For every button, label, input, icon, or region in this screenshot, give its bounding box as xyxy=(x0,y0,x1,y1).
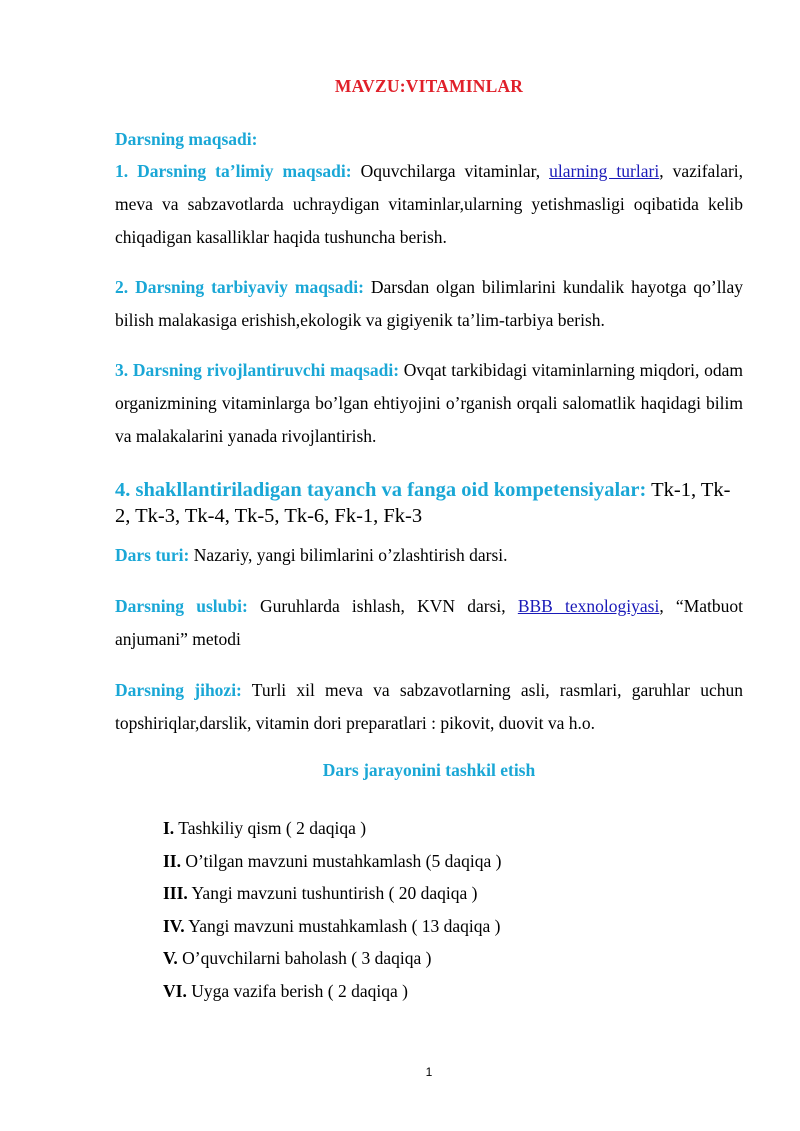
goal-upbringing: 2. Darsning tarbiyaviy maqsadi: Darsdan olgan bilimlarini kundalik hayotga qo’llay bilish malakasiga erishish,ekologik va gigiyenik ta’lim-tarbiya berish. xyxy=(115,277,744,330)
goal-educational: 1. Darsning ta’limiy maqsadi: Oquvchilarga vitaminlar, ularning turlari, vazifalari, meva va sabzavotlarda uchraydigan vitaminlar,ularning yetishmasligi oqibatida kelib chiqadigan kasalliklar haqida tushuncha berish. xyxy=(115,161,744,247)
list-item: VI. Uyga vazifa berish ( 2 daqiqa ) xyxy=(163,980,408,1001)
goal-developmental: 3. Darsning rivojlantiruvchi maqsadi: Ovqat tarkibidagi vitaminlarning miqdori, odam organizmining vitaminlarga bo’lgan ehtiyojini o’rganish orqali salomatlik haqidagi bilim va malakalarini yanada rivojlantirish. xyxy=(115,360,743,446)
page-number: 1 xyxy=(425,1065,433,1079)
list-item: V. O’quvchilarni baholash ( 3 daqiqa ) xyxy=(163,948,432,968)
lesson-method: Darsning uslubi: Guruhlarda ishlash, KVN darsi, BBB texnologiyasi, “Matbuot anjumani” metodi xyxy=(115,596,743,649)
bbb-link[interactable]: BBB texnologiyasi xyxy=(517,596,660,616)
lesson-type: Dars turi: Nazariy, yangi bilimlarini o’zlashtirish darsi. xyxy=(115,545,508,565)
lesson-method-label: Darsning uslubi: xyxy=(115,596,248,616)
list-item: IV. Yangi mavzuni mustahkamlash ( 13 daqiqa ) xyxy=(163,915,501,936)
plan-heading: Dars jarayonini tashkil etish xyxy=(322,760,536,780)
lesson-plan-list xyxy=(163,812,501,1007)
competencies-label: 4. shakllantiriladigan tayanch va fanga oid kompetensiyalar: xyxy=(115,479,647,501)
list-item: II. O’tilgan mavzuni mustahkamlash (5 daqiqa ) xyxy=(163,850,502,871)
types-link[interactable]: ularning turlari xyxy=(549,161,660,181)
competencies: 4. shakllantiriladigan tayanch va fanga oid kompetensiyalar: Tk-1, Tk-2, Tk-3, Tk-4, Tk-5, Tk-6, Fk-1, Fk-3 xyxy=(115,479,731,527)
page-title: MAVZU:VITAMINLAR xyxy=(334,76,524,96)
goal-developmental-label: 3. Darsning rivojlantiruvchi maqsadi: xyxy=(115,360,400,380)
lesson-type-label: Dars turi: xyxy=(115,545,190,565)
lesson-equipment-label: Darsning jihozi: xyxy=(115,680,242,700)
list-item: I. Tashkiliy qism ( 2 daqiqa ) xyxy=(163,818,367,838)
goal-upbringing-label: 2. Darsning tarbiyaviy maqsadi: xyxy=(115,277,364,297)
lesson-equipment: Darsning jihozi: Turli xil meva va sabzavotlarning asli, rasmlari, garuhlar uchun topshiriqlar,darslik, vitamin dori preparatlari : pikovit, duovit va h.o. xyxy=(115,680,743,733)
list-item: III. Yangi mavzuni tushuntirish ( 20 daqiqa ) xyxy=(163,883,478,903)
goals-heading: Darsning maqsadi: xyxy=(115,129,258,149)
goal-educational-label: 1. Darsning ta’limiy maqsadi: xyxy=(115,161,352,181)
